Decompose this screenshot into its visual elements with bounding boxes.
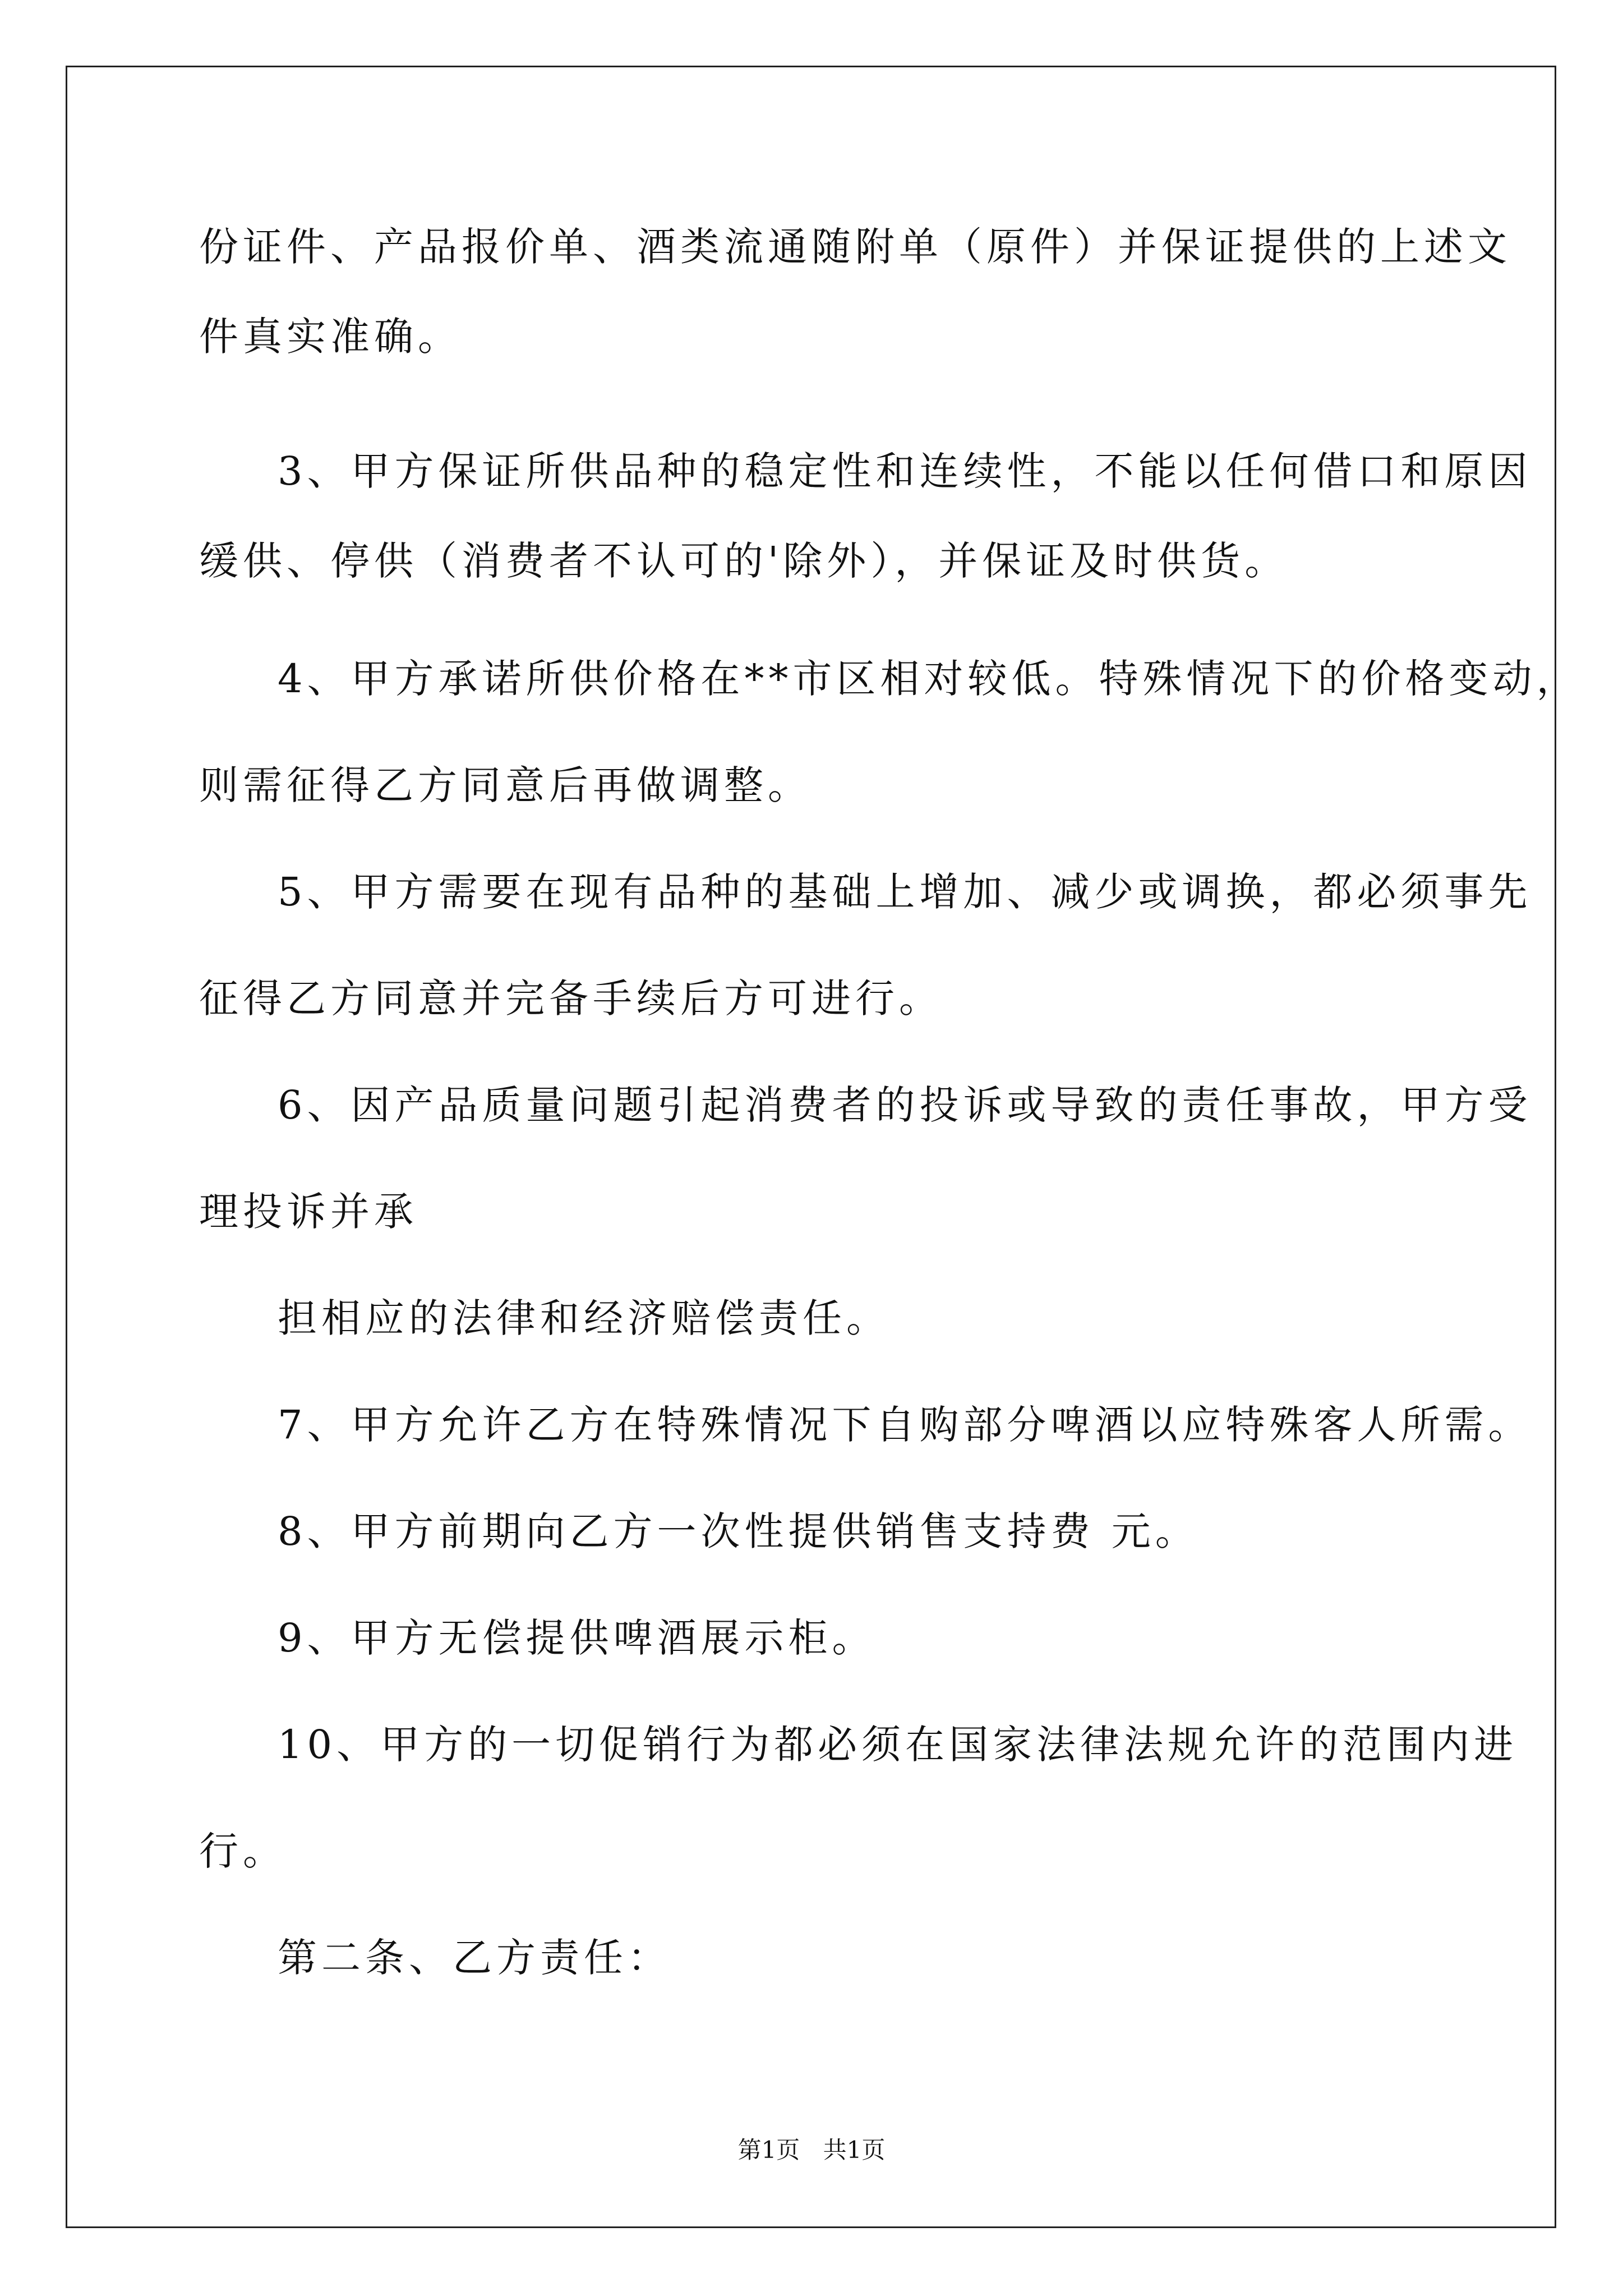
paragraph-line: 征得乙方同意并完备手续后方可进行。 xyxy=(199,976,943,1022)
paragraph-line: 担相应的法律和经济赔偿责任。 xyxy=(278,1295,890,1341)
paragraph-line: 件真实准确。 xyxy=(199,314,462,360)
clause-8-line: 8、甲方前期向乙方一次性提供销售支持费 元。 xyxy=(278,1508,1199,1554)
page-footer xyxy=(0,2136,1623,2164)
clause-10-line: 10、甲方的一切促销行为都必须在国家法律法规允许的范围内进 xyxy=(278,1722,1518,1768)
clause-7-line: 7、甲方允许乙方在特殊情况下自购部分啤酒以应特殊客人所需。 xyxy=(278,1402,1532,1448)
clause-9-line: 9、甲方无偿提供啤酒展示柜。 xyxy=(278,1615,876,1661)
page-border xyxy=(66,66,1556,2228)
paragraph-line: 则需征得乙方同意后再做调整。 xyxy=(199,762,811,808)
section-heading: 第二条、乙方责任： xyxy=(278,1935,671,1981)
clause-5-line: 5、甲方需要在现有品种的基础上增加、减少或调换，都必须事先 xyxy=(278,869,1532,915)
clause-6-line: 6、因产品质量问题引起消费者的投诉或导致的责任事故，甲方受 xyxy=(278,1082,1532,1128)
paragraph-line: 份证件、产品报价单、酒类流通随附单（原件）并保证提供的上述文 xyxy=(199,224,1511,270)
clause-3-line: 3、甲方保证所供品种的稳定性和连续性，不能以任何借口和原因 xyxy=(278,448,1532,494)
paragraph-line: 行。 xyxy=(199,1828,287,1874)
paragraph-line: 缓供、停供（消费者不认可的'除外），并保证及时供货。 xyxy=(199,538,1289,584)
page-number: 第1页 xyxy=(737,2136,800,2164)
page-total: 共1页 xyxy=(823,2136,886,2164)
clause-4-line: 4、甲方承诺所供价格在**市区相对较低。特殊情况下的价格变动， xyxy=(278,656,1580,702)
paragraph-line: 理投诉并承 xyxy=(199,1189,418,1235)
